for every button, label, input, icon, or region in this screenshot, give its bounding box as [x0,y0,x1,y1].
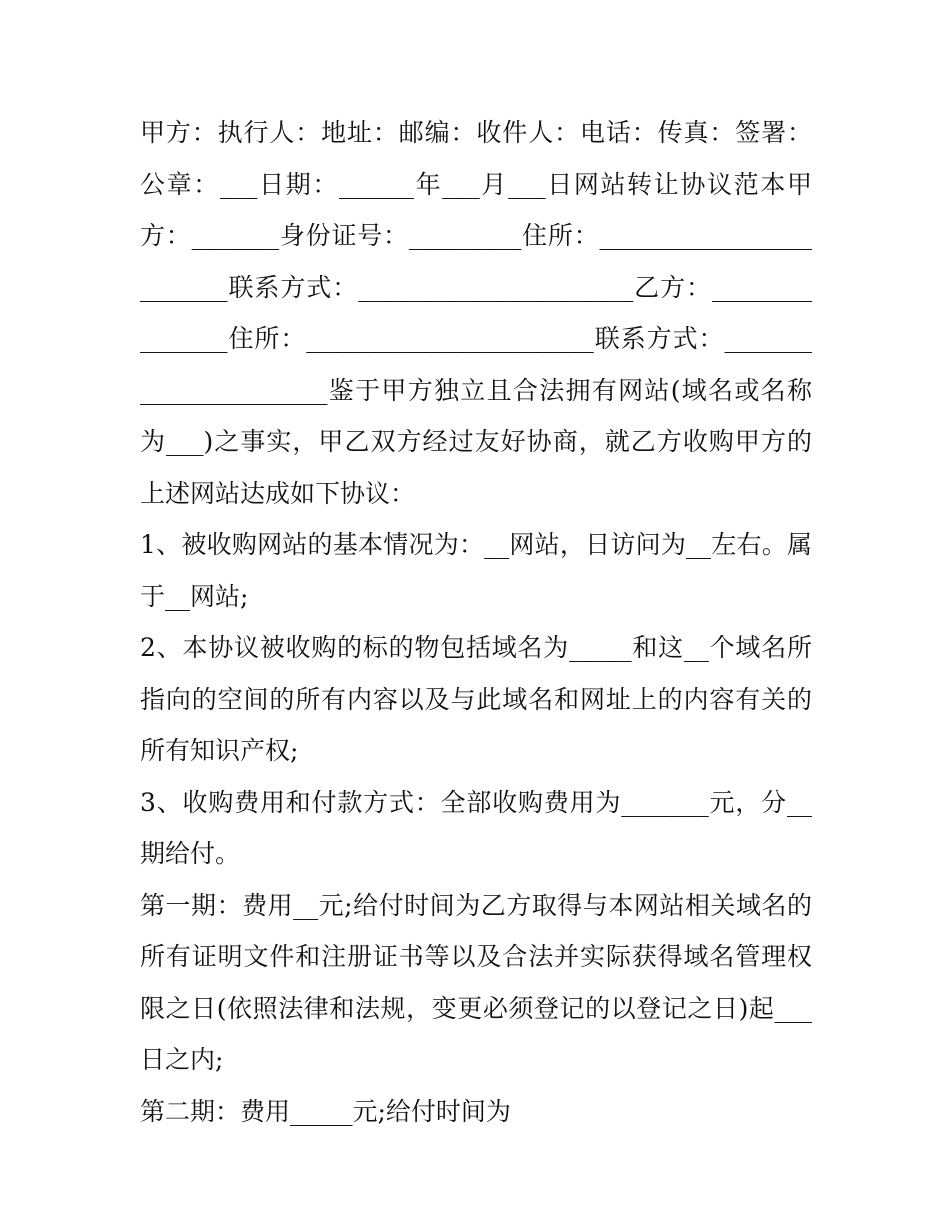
installment-1-paragraph: 第一期：费用__元;给付时间为乙方取得与本网站相关域名的所有证明文件和注册证书等以及合法并实际获得域名管理权限之日(依照法律和法规，变更必须登记的以登记之日)起___日之内; [140,890,812,1074]
intro-paragraph: 甲方：执行人：地址：邮编：收件人：电话：传真：签署：公章：___日期：______年___月___日网站转让协议范本甲方：_______身份证号：_________住所：________________________联系方式：______________________乙方：_______________住所：_______________________联系方式：______________________鉴于甲方独立且合法拥有网站(域名或名称为___)之事实，甲乙双方经过友好协商，就乙方收购甲方的上述网站达成如下协议： [140,118,812,508]
agreement-body [140,107,812,1137]
clause-1-paragraph: 1、被收购网站的基本情况为：__网站，日访问为__左右。属于__网站; [140,530,812,611]
clause-3-paragraph: 3、收购费用和付款方式：全部收购费用为_______元，分__期给付。 [140,787,812,868]
installment-2-paragraph: 第二期：费用_____元;给付时间为 [140,1096,511,1126]
clause-2-paragraph: 2、本协议被收购的标的物包括域名为_____和这__个域名所指向的空间的所有内容以及与此域名和网址上的内容有关的所有知识产权; [140,633,812,765]
